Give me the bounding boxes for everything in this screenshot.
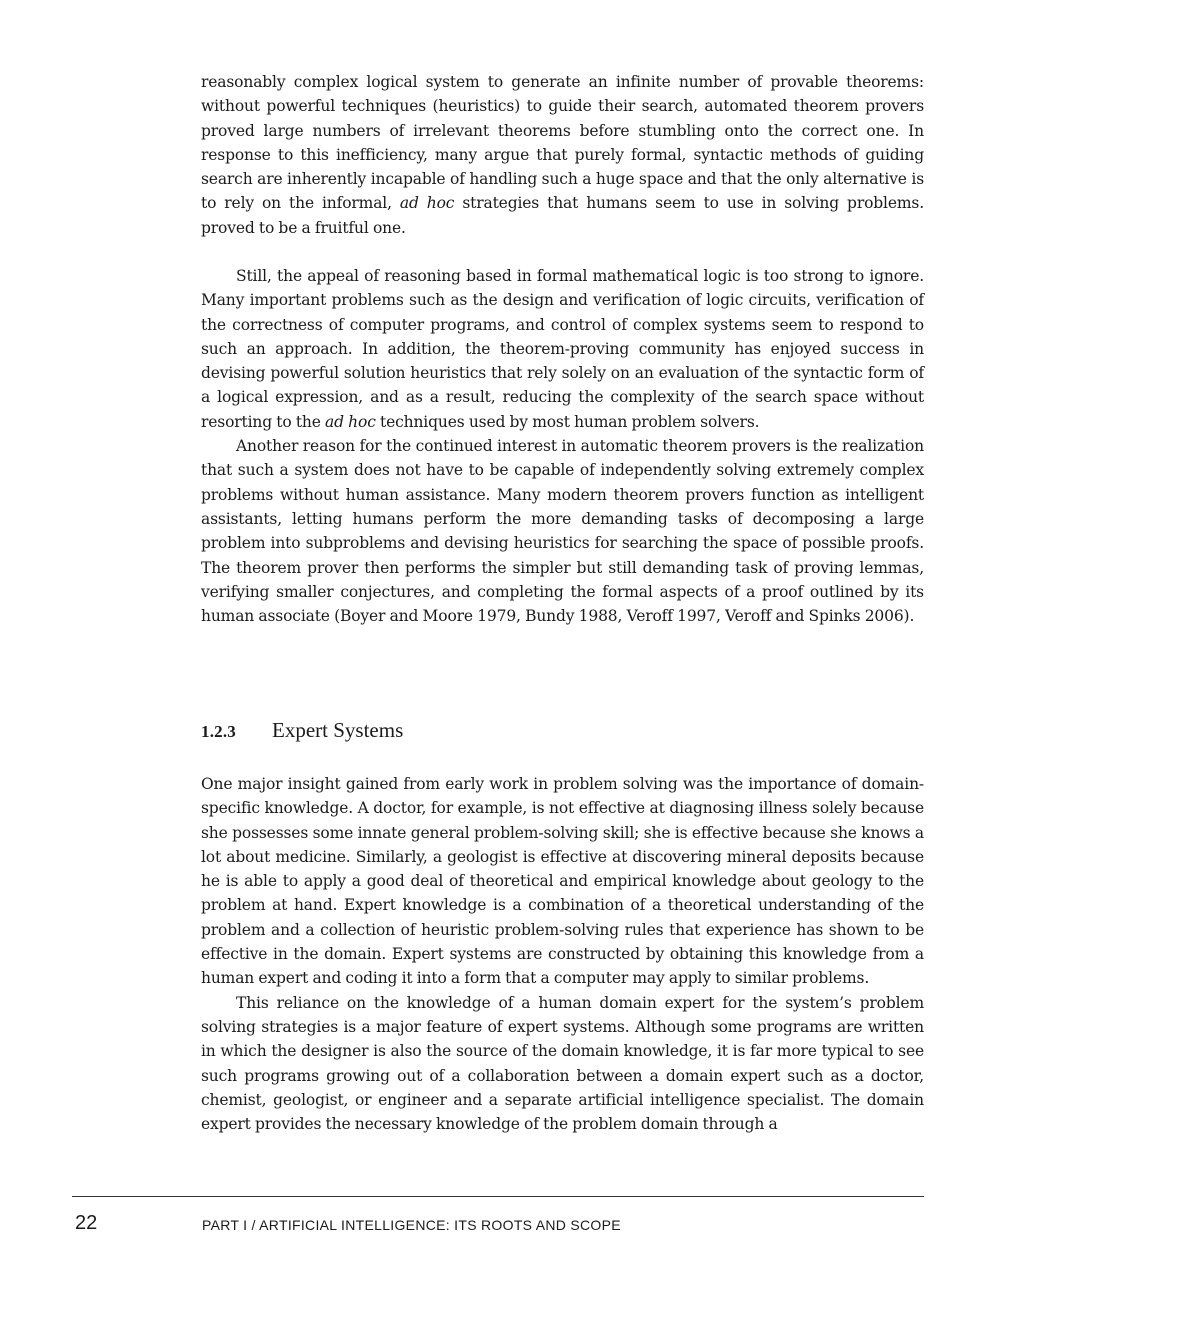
section-heading	[201, 718, 403, 750]
section-number: 1.2.3	[201, 722, 236, 741]
paragraph-theorem-provers-assistants: Another reason for the continued interest in automatic theorem provers is the realization that such a system does not have to be capable of independently solving extremely complex problems without human assistance. Many modern theorem provers function as intelligent assistants, letting humans perform the more demanding tasks of decomposing a large problem into subproblems and devising heuristics for searching the space of possible proofs. The theorem prover then performs the simpler but still demanding task of proving lemmas, verifying smaller conjectures, and completing the formal aspects of a proof outlined by its human associate (Boyer and Moore 1979, Bundy 1988, Veroff 1997, Veroff and Spinks 2006).	[201, 437, 924, 626]
footer-divider	[72, 1196, 924, 1197]
paragraph-expert-reliance: This reliance on the knowledge of a human domain expert for the system’s problem solving strategies is a major feature of expert systems. Although some programs are written in which the designer is also the source of the domain knowledge, it is far more typical to see such programs growing out of a collaboration between a domain expert such as a doctor, chemist, geologist, or engineer and a separate artificial intelligence specialist. The domain expert provides the necessary knowledge of the problem domain through a	[201, 993, 924, 1134]
paragraph-formal-logic-appeal	[201, 264, 924, 434]
paragraph-domain-knowledge: One major insight gained from early work in problem solving was the importance of domain-specific knowledge. A doctor, for example, is not effective at diagnosing illness solely because she possesses some innate general problem-solving skill; she is effective because she knows a lot about medicine. Similarly, a geologist is effective at discovering mineral deposits because he is able to apply a good deal of theoretical and empirical knowledge about geology to the problem at hand. Expert knowledge is a combination of a theoretical understanding of the problem and a collection of heuristic problem-solving rules that experience has shown to be effective in the domain. Expert systems are constructed by obtaining this knowledge from a human expert and coding it into a form that a computer may apply to similar problems.	[201, 775, 924, 988]
italic-term: ad hoc	[399, 194, 455, 213]
paragraph-text: Still, the appeal of reasoning based in formal mathematical logic is too strong to ignore. Many important problems such as the design and verification of logic circuits, verification of the correctness of computer programs, and control of complex systems seem to respond to such an approach. In addition, the theorem-proving community has enjoyed success in devising powerful solution heuristics that rely solely on an evaluation of the syntactic form of a logical expression, and as a result, reducing the complexity of the search space without resorting to the	[201, 267, 924, 431]
paragraph-text: reasonably complex logical system to generate an infinite number of provable theorems: without powerful techniques (heuristics) to guide their search, automated theorem provers proved large numbers of irrelevant theorems before stumbling onto the correct one. In response to this inefficiency, many argue that purely formal, syntactic methods of guiding search are inherently incapable of handling such a huge space and that the only alternative is to rely on the informal,	[201, 73, 924, 213]
section-title: Expert Systems	[272, 718, 404, 742]
italic-term: ad hoc	[325, 412, 376, 431]
running-footer: PART I / ARTIFICIAL INTELLIGENCE: ITS ROOTS AND SCOPE	[202, 1217, 621, 1233]
paragraph-text-after: strategies that humans seem to use in solving problems. proved to be a fruitful one.	[201, 194, 925, 237]
paragraph-theorem-search	[201, 70, 924, 240]
text-block-top	[201, 70, 924, 240]
page-number: 22	[75, 1212, 98, 1234]
text-block-bottom	[201, 772, 924, 1136]
paragraph-text-after: techniques used by most human problem solvers.	[375, 412, 760, 431]
text-block-middle	[201, 264, 924, 628]
